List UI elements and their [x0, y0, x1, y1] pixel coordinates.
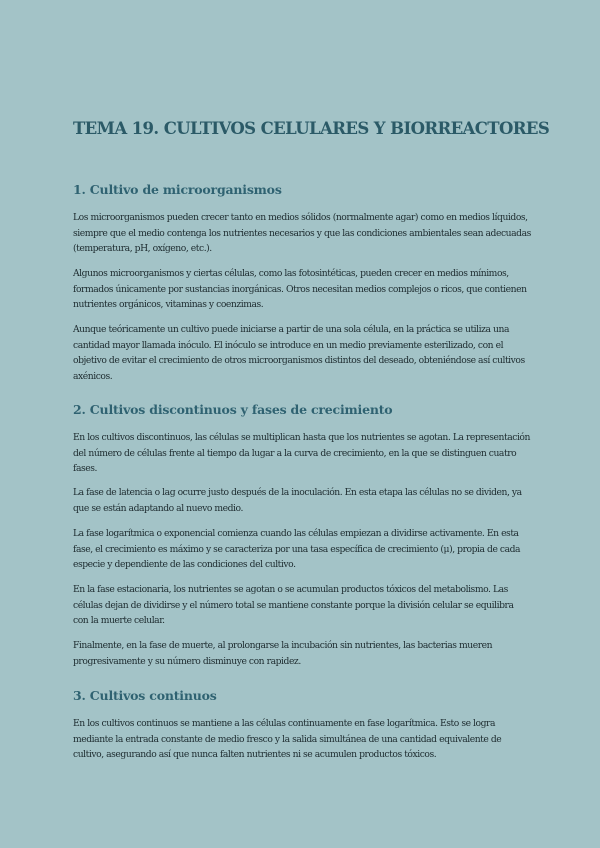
paragraph-3-1: En los cultivos continuos se mantiene a las células continuamente en fase logarítmica. Esto se logra mediante la entrada constante de medio fresco y la salida simultánea de una cantidad equivalente de cultivo, asegurando así que nunca falten nutrientes ni se acumulen productos tóxicos. [73, 718, 502, 761]
paragraph-1-1: Los microorganismos pueden crecer tanto en medios sólidos (normalmente agar) como en medios líquidos, siempre que el medio contenga los nutrientes necesarios y que las condiciones ambientales sean adecuadas (temperatura, pH, oxígeno, etc.). [73, 212, 531, 255]
paragraph-2-5: Finalmente, en la fase de muerte, al prolongarse la incubación sin nutrientes, las bacterias mueren progresivamente y su número disminuye con rapidez. [73, 640, 493, 667]
section-heading-1: 1. Cultivo de microorganismos [73, 182, 282, 197]
section-heading-3: 3. Cultivos continuos [73, 688, 217, 703]
document-page [73, 0, 550, 848]
paragraph-1-2: Algunos microorganismos y ciertas células, como las fotosintéticas, pueden crecer en medios mínimos, formados únicamente por sustancias inorgánicas. Otros necesitan medios complejos o ricos, que contienen nutrientes orgánicos, vitaminas y coenzimas. [73, 268, 527, 311]
paragraph-2-3: La fase logarítmica o exponencial comienza cuando las células empiezan a dividirse activamente. En esta fase, el crecimiento es máximo y se caracteriza por una tasa específica de crecimiento (μ), propia de cada especie y dependiente de las condiciones del cultivo. [73, 528, 521, 571]
paragraph-2-1: En los cultivos discontinuos, las células se multiplican hasta que los nutrientes se agotan. La representación del número de células frente al tiempo da lugar a la curva de crecimiento, en la que se distinguen cuatro fases. [73, 432, 530, 475]
paragraph-2-2: La fase de latencia o lag ocurre justo después de la inoculación. En esta etapa las células no se dividen, ya que se están adaptando al nuevo medio. [73, 487, 522, 514]
paragraph-1-3: Aunque teóricamente un cultivo puede iniciarse a partir de una sola célula, en la práctica se utiliza una cantidad mayor llamada inóculo. El inóculo se introduce en un medio previamente esterilizado, con el objetivo de evitar el crecimiento de otros microorganismos distintos del deseado, obteniéndose así cultivos axénicos. [73, 324, 525, 382]
section-heading-2: 2. Cultivos discontinuos y fases de crecimiento [73, 402, 393, 417]
paragraph-2-4: En la fase estacionaria, los nutrientes se agotan o se acumulan productos tóxicos del metabolismo. Las células dejan de dividirse y el número total se mantiene constante porque la división celular se equilibra con la muerte celular. [73, 584, 514, 627]
page-title: TEMA 19. CULTIVOS CELULARES Y BIORREACTORES [73, 119, 550, 138]
